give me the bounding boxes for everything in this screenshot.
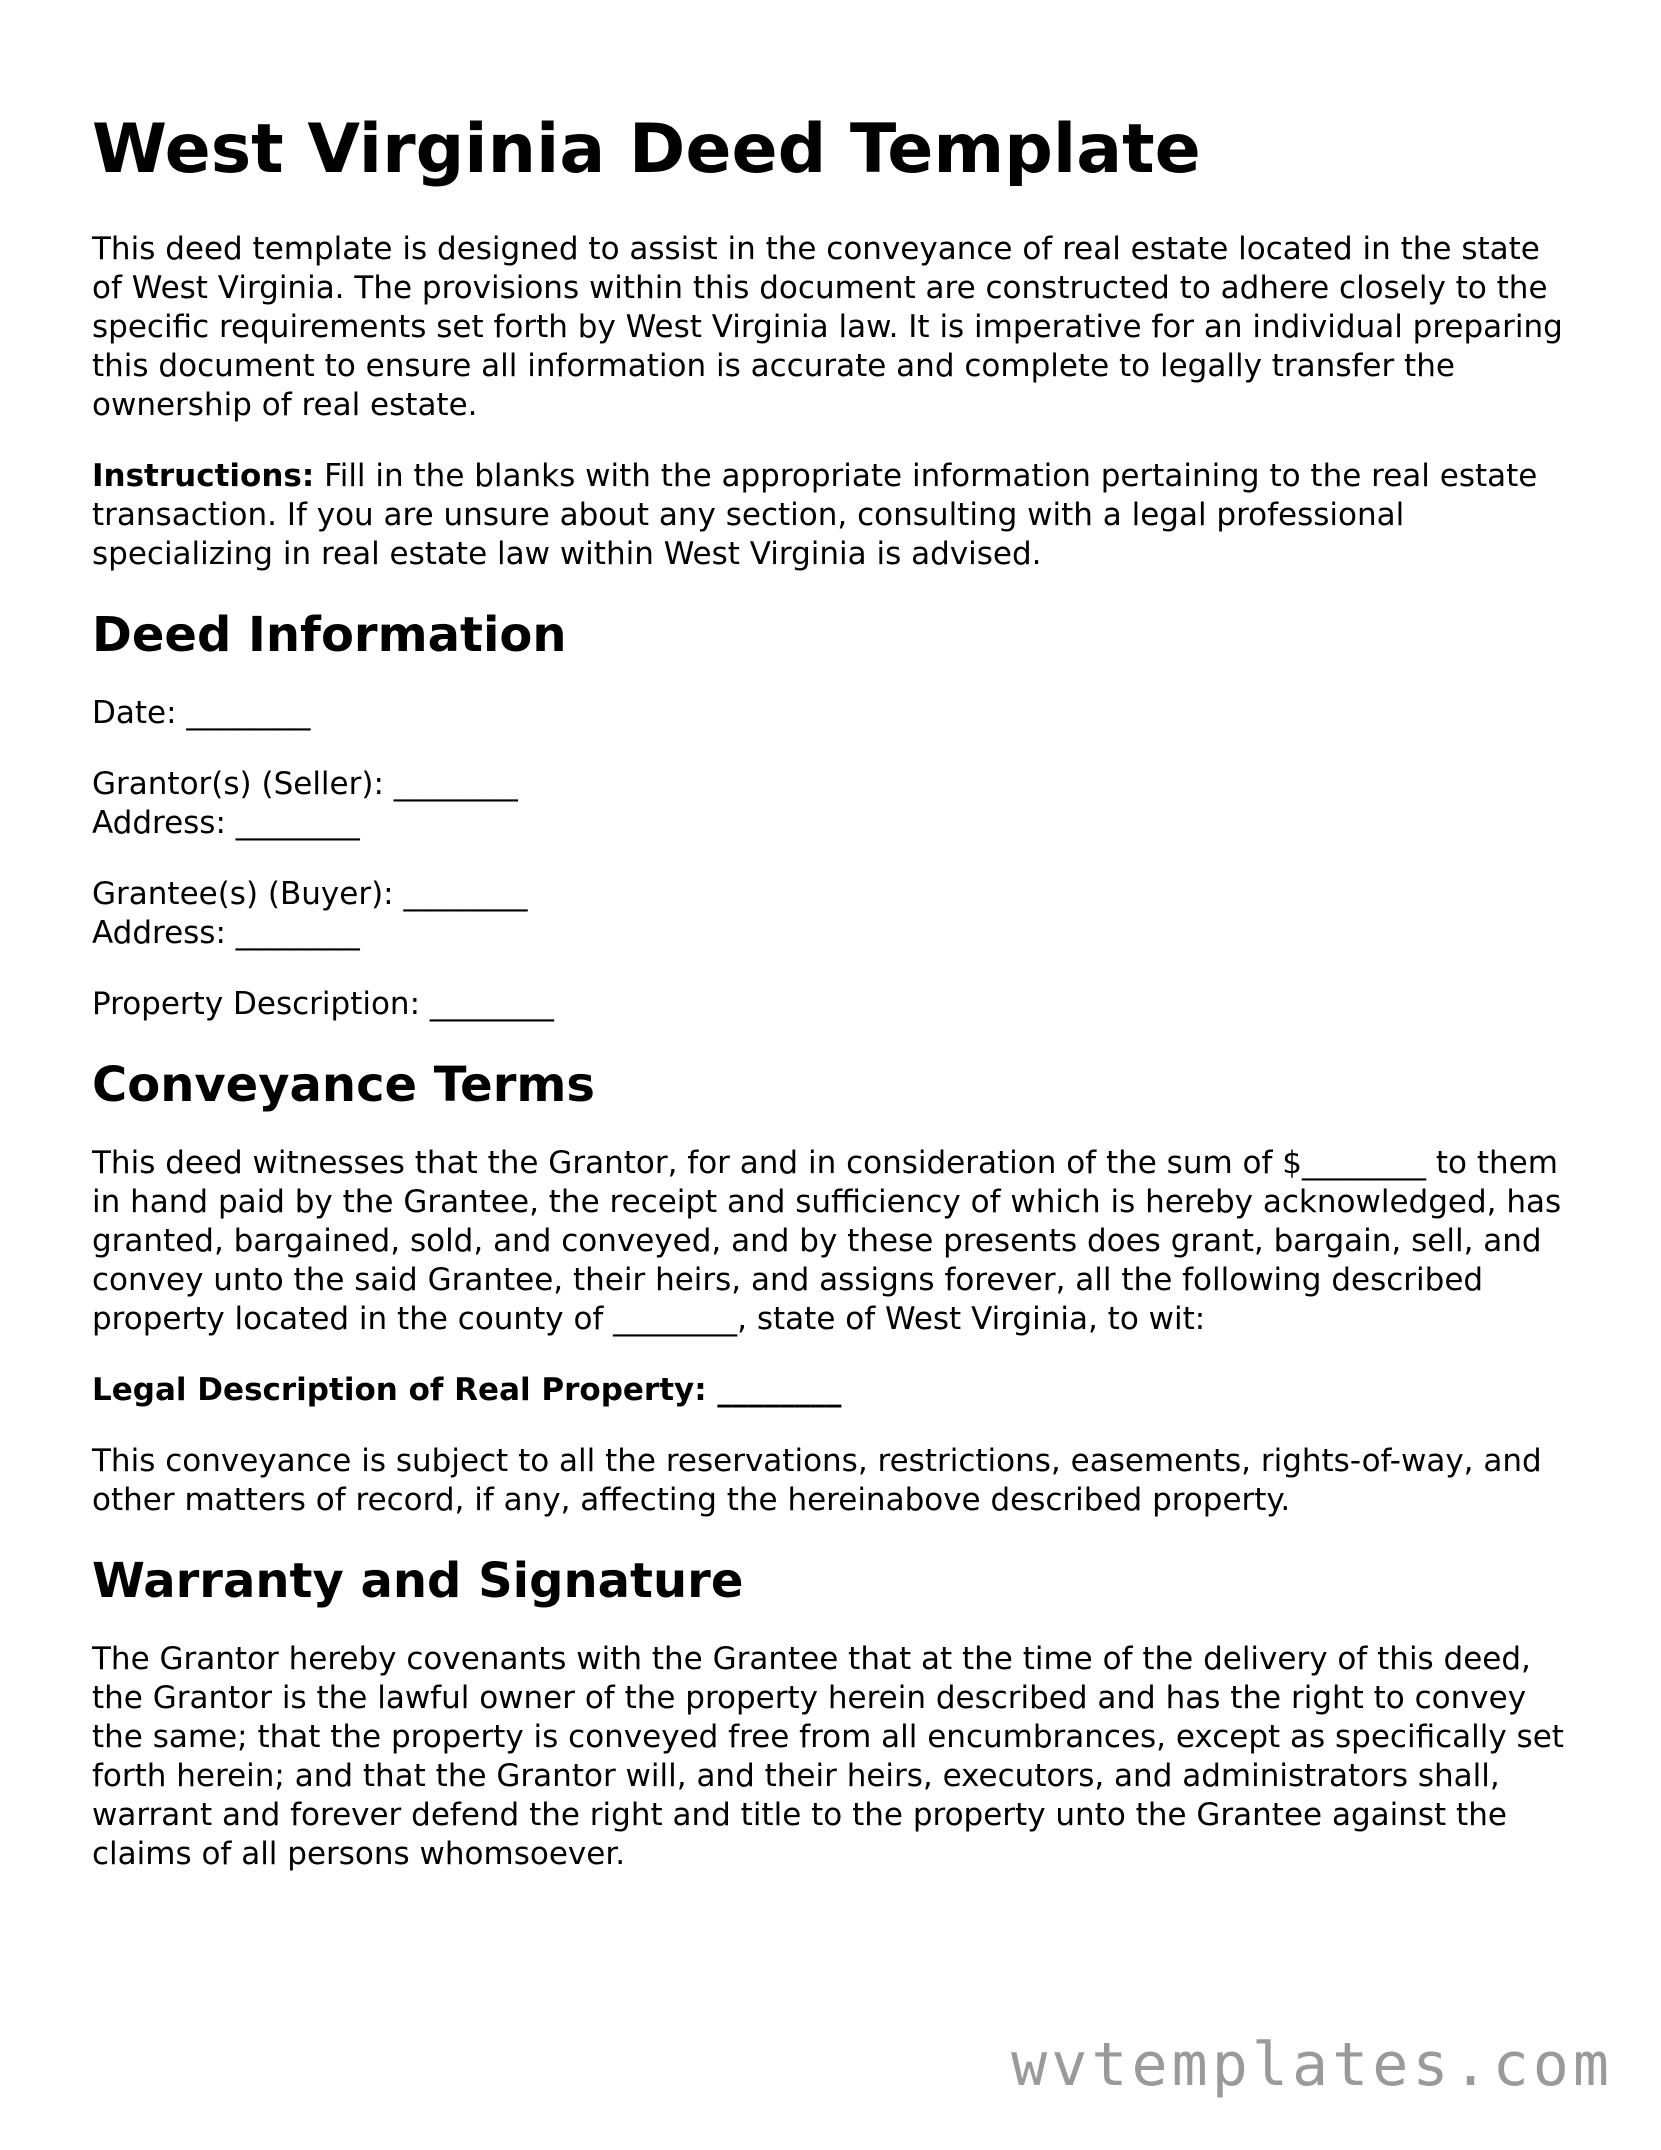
- grantor-line: Grantor(s) (Seller): ________: [92, 766, 518, 802]
- deed-information-heading: Deed Information: [92, 607, 567, 663]
- instructions-paragraph: [92, 457, 1572, 574]
- intro-paragraph: This deed template is designed to assist in the conveyance of real estate located in the state of West Virginia. The provisions within this document are constructed to adhere closely to the specific requirements set forth by West Virginia law. It is imperative for an individual preparing this document to ensure all information is accurate and complete to legally transfer the ownership of real estate.: [92, 231, 1563, 423]
- subject-paragraph: This conveyance is subject to all the reservations, restrictions, easements, rights-of-way, and other matters of record, if any, affecting the hereinabove described property.: [92, 1443, 1542, 1518]
- property-description-field: [92, 985, 1572, 1024]
- instructions-label: Instructions:: [92, 458, 315, 494]
- grantee-address-line: Address: ________: [92, 915, 360, 951]
- watermark: wvtemplates.com: [1011, 2030, 1613, 2100]
- property-description-line: Property Description: ________: [92, 986, 554, 1022]
- warranty-heading: Warranty and Signature: [92, 1553, 744, 1609]
- grantee-line: Grantee(s) (Buyer): ________: [92, 876, 528, 912]
- grantor-address-line: Address: ________: [92, 805, 360, 841]
- grantor-block: [92, 765, 1572, 843]
- page-title: West Virginia Deed Template: [92, 110, 1201, 189]
- instructions-text: Fill in the blanks with the appropriate information pertaining to the real estate transaction. If you are unsure about any section, consulting with a legal professional specializing in real estate law within West Virginia is advised.: [92, 458, 1538, 572]
- legal-description-line: Legal Description of Real Property: ________: [92, 1372, 842, 1408]
- document-page: [92, 110, 1572, 1906]
- date-line: Date: ________: [92, 695, 311, 731]
- conveyance-terms-heading: Conveyance Terms: [92, 1057, 595, 1113]
- grantee-block: [92, 875, 1572, 953]
- date-field: [92, 694, 1572, 733]
- conveyance-paragraph: This deed witnesses that the Grantor, for and in consideration of the sum of $________ to them in hand paid by the Grantee, the receipt and sufficiency of which is hereby acknowledged, has granted, bargained, sold, and conveyed, and by these presents does grant, bargain, sell, and convey unto the said Grantee, their heirs, and assigns forever, all the following described property located in the county of ________, state of West Virginia, to wit:: [92, 1145, 1562, 1337]
- warranty-paragraph: The Grantor hereby covenants with the Grantee that at the time of the delivery of this deed, the Grantor is the lawful owner of the property herein described and has the right to convey the same; that the property is conveyed free from all encumbrances, except as specifically set forth herein; and that the Grantor will, and their heirs, executors, and administrators shall, warrant and forever defend the right and title to the property unto the Grantee against the claims of all persons whomsoever.: [92, 1641, 1564, 1872]
